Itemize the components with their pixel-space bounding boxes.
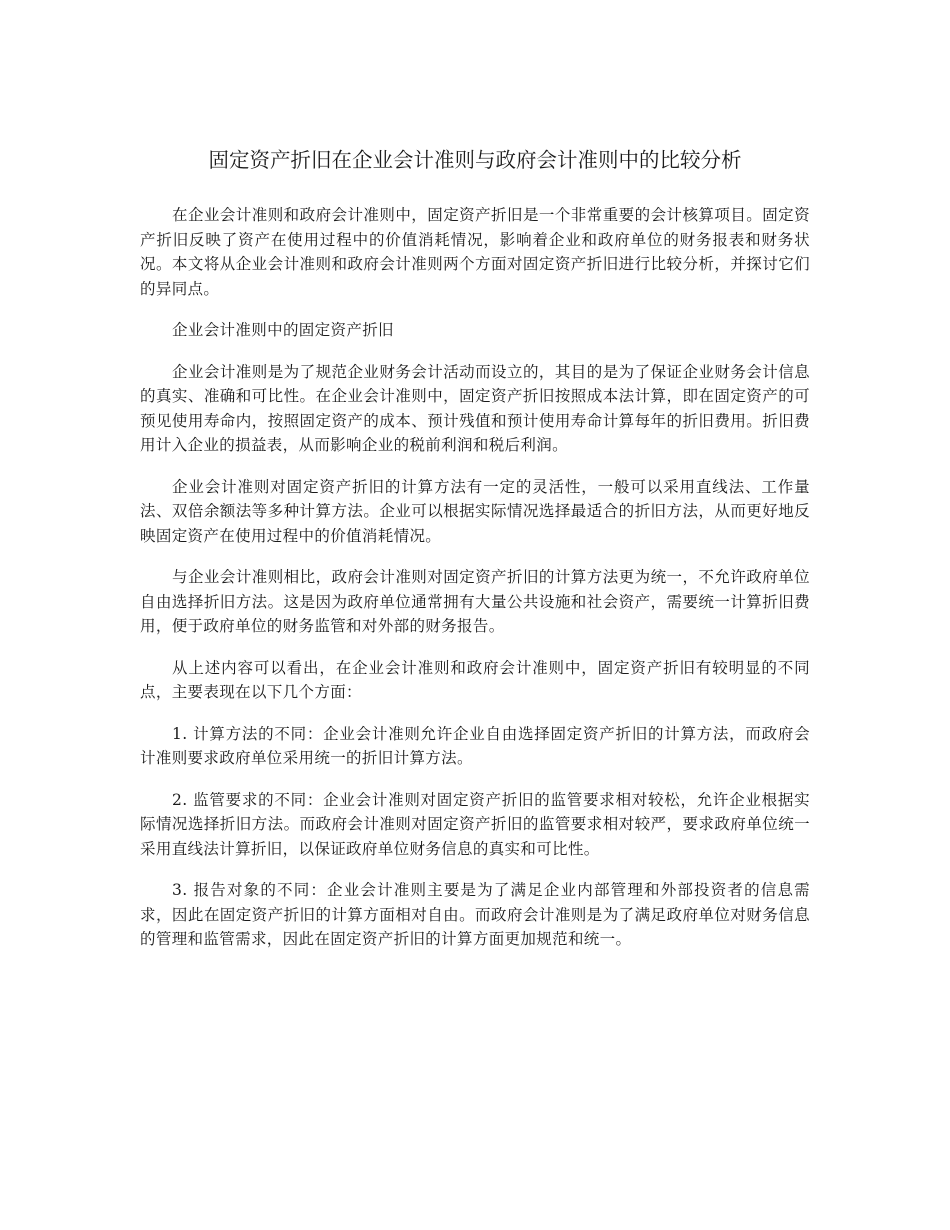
document-page bbox=[140, 140, 810, 969]
paragraph-differences-intro: 从上述内容可以看出，在企业会计准则和政府会计准则中，固定资产折旧有较明显的不同点，主要表现在以下几个方面： bbox=[140, 658, 810, 701]
paragraph-enterprise-flexibility: 企业会计准则对固定资产折旧的计算方法有一定的灵活性，一般可以采用直线法、工作量法、双倍余额法等多种计算方法。企业可以根据实际情况选择最适合的折旧方法，从而更好地反映固定资产在使用过程中的价值消耗情况。 bbox=[140, 477, 810, 545]
list-item-supervision: 2. 监管要求的不同：企业会计准则对固定资产折旧的监管要求相对较松，允许企业根据实际情况选择折旧方法。而政府会计准则对固定资产折旧的监管要求相对较严，要求政府单位统一采用直线法计算折旧，以保证政府单位财务信息的真实和可比性。 bbox=[140, 790, 810, 858]
document-title: 固定资产折旧在企业会计准则与政府会计准则中的比较分析 bbox=[208, 148, 742, 172]
list-item-reporting-object: 3. 报告对象的不同：企业会计准则主要是为了满足企业内部管理和外部投资者的信息需求，因此在固定资产折旧的计算方面相对自由。而政府会计准则是为了满足政府单位对财务信息的管理和监管需求，因此在固定资产折旧的计算方面更加规范和统一。 bbox=[140, 881, 810, 948]
paragraph-enterprise-standard: 企业会计准则是为了规范企业财务会计活动而设立的，其目的是为了保证企业财务会计信息的真实、准确和可比性。在企业会计准则中，固定资产折旧按照成本法计算，即在固定资产的可预见使用寿命内，按照固定资产的成本、预计残值和预计使用寿命计算每年的折旧费用。折旧费用计入企业的损益表，从而影响企业的税前利润和税后利润。 bbox=[140, 362, 810, 454]
paragraph-intro: 在企业会计准则和政府会计准则中，固定资产折旧是一个非常重要的会计核算项目。固定资产折旧反映了资产在使用过程中的价值消耗情况，影响着企业和政府单位的财务报表和财务状况。本文将从企业会计准则和政府会计准则两个方面对固定资产折旧进行比较分析，并探讨它们的异同点。 bbox=[140, 206, 810, 298]
list-item-calculation-method: 1. 计算方法的不同：企业会计准则允许企业自由选择固定资产折旧的计算方法，而政府会计准则要求政府单位采用统一的折旧计算方法。 bbox=[140, 724, 810, 767]
section-heading-enterprise: 企业会计准则中的固定资产折旧 bbox=[172, 321, 394, 339]
paragraph-government-standard: 与企业会计准则相比，政府会计准则对固定资产折旧的计算方法更为统一，不允许政府单位自由选择折旧方法。这是因为政府单位通常拥有大量公共设施和社会资产，需要统一计算折旧费用，便于政府单位的财务监管和对外部的财务报告。 bbox=[140, 568, 810, 635]
